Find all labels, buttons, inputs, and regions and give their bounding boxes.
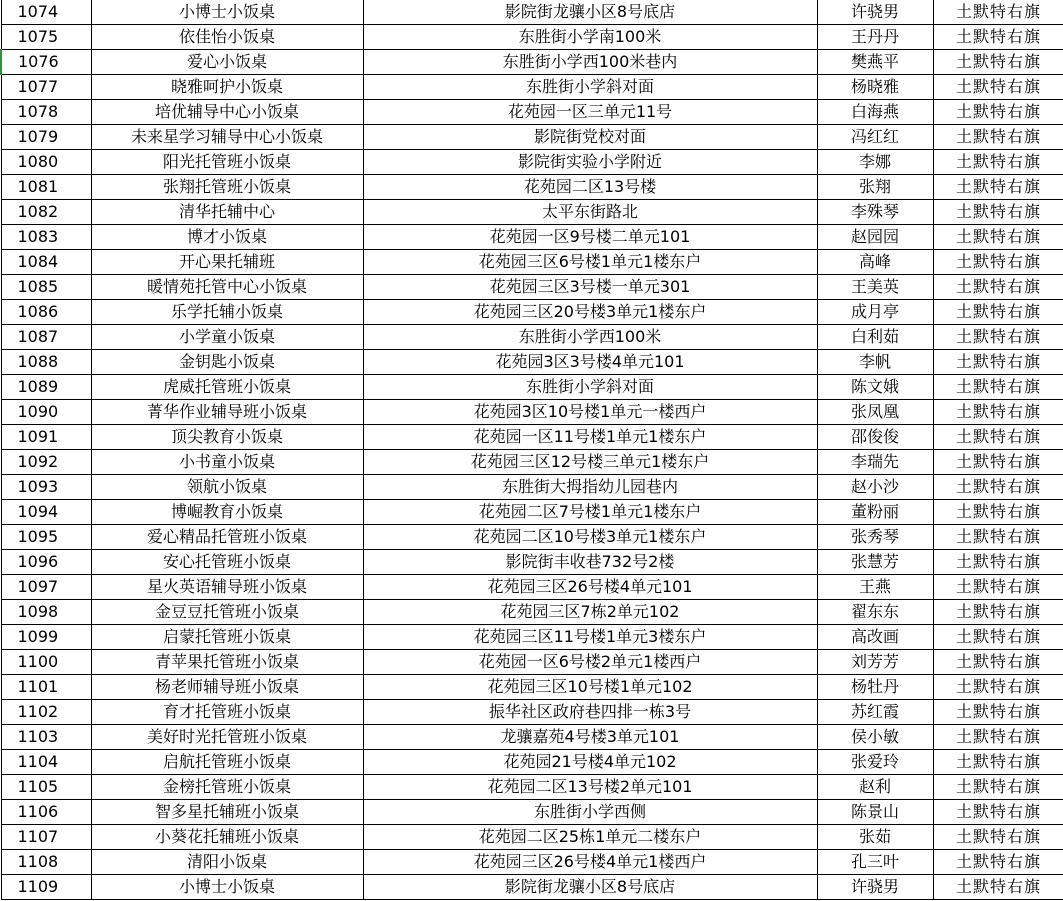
table-row: [1, 300, 1063, 325]
name-cell[interactable]: 美好时光托管班小饭桌: [91, 725, 363, 750]
region-cell[interactable]: 土默特右旗: [933, 825, 1063, 850]
name-cell[interactable]: 青苹果托管班小饭桌: [91, 650, 363, 675]
region-cell[interactable]: 土默特右旗: [933, 875, 1063, 900]
person-cell[interactable]: 白利茹: [817, 325, 933, 350]
row-number-cell[interactable]: 1106: [1, 800, 91, 825]
person-cell[interactable]: 张凤凰: [817, 400, 933, 425]
row-number-cell[interactable]: 1081: [1, 175, 91, 200]
person-cell[interactable]: 樊燕平: [817, 50, 933, 75]
table-body: [1, 0, 1063, 900]
row-number-cell[interactable]: 1105: [1, 775, 91, 800]
table-row: [1, 875, 1063, 900]
name-cell[interactable]: 阳光托管班小饭桌: [91, 150, 363, 175]
address-cell[interactable]: 花苑园三区26号楼4单元101: [363, 575, 817, 600]
person-cell[interactable]: 李殊琴: [817, 200, 933, 225]
address-cell[interactable]: 花苑园三区20号楼3单元1楼东户: [363, 300, 817, 325]
table-row: [1, 700, 1063, 725]
table-row: [1, 125, 1063, 150]
address-cell[interactable]: 花苑园21号楼4单元102: [363, 750, 817, 775]
region-cell[interactable]: 土默特右旗: [933, 625, 1063, 650]
address-cell[interactable]: 花苑园3区3号楼4单元101: [363, 350, 817, 375]
row-number-cell[interactable]: 1096: [1, 550, 91, 575]
address-cell[interactable]: 影院街党校对面: [363, 125, 817, 150]
row-number-cell[interactable]: 1102: [1, 700, 91, 725]
table-row: [1, 800, 1063, 825]
table-row: [1, 500, 1063, 525]
table-row: [1, 400, 1063, 425]
table-row: [1, 725, 1063, 750]
address-cell[interactable]: 花苑园一区6号楼2单元1楼西户: [363, 650, 817, 675]
address-cell[interactable]: 东胜街小学西100米: [363, 325, 817, 350]
name-cell[interactable]: 金豆豆托管班小饭桌: [91, 600, 363, 625]
row-number-cell[interactable]: 1087: [1, 325, 91, 350]
name-cell[interactable]: 培优辅导中心小饭桌: [91, 100, 363, 125]
table-row: [1, 775, 1063, 800]
region-cell[interactable]: 土默特右旗: [933, 500, 1063, 525]
row-number-cell[interactable]: 1108: [1, 850, 91, 875]
person-cell[interactable]: 侯小敏: [817, 725, 933, 750]
person-cell[interactable]: 许骁男: [817, 0, 933, 25]
person-cell[interactable]: 王丹丹: [817, 25, 933, 50]
person-cell[interactable]: 高改画: [817, 625, 933, 650]
region-cell[interactable]: 土默特右旗: [933, 125, 1063, 150]
address-cell[interactable]: 龙骧嘉苑4号楼3单元101: [363, 725, 817, 750]
name-cell[interactable]: 爱心精品托管班小饭桌: [91, 525, 363, 550]
name-cell[interactable]: 博才小饭桌: [91, 225, 363, 250]
name-cell[interactable]: 领航小饭桌: [91, 475, 363, 500]
region-cell[interactable]: 土默特右旗: [933, 675, 1063, 700]
person-cell[interactable]: 成月亭: [817, 300, 933, 325]
table-row: [1, 250, 1063, 275]
row-number-cell[interactable]: 1101: [1, 675, 91, 700]
region-cell[interactable]: 土默特右旗: [933, 550, 1063, 575]
region-cell[interactable]: 土默特右旗: [933, 300, 1063, 325]
name-cell[interactable]: 启航托管班小饭桌: [91, 750, 363, 775]
row-number-cell[interactable]: 1099: [1, 625, 91, 650]
table-row: [1, 75, 1063, 100]
name-cell[interactable]: 未来星学习辅导中心小饭桌: [91, 125, 363, 150]
region-cell[interactable]: 土默特右旗: [933, 250, 1063, 275]
row-number-cell[interactable]: 1074: [1, 0, 91, 25]
address-cell[interactable]: 花苑园三区11号楼1单元3楼东户: [363, 625, 817, 650]
person-cell[interactable]: 张爱玲: [817, 750, 933, 775]
row-number-cell[interactable]: 1082: [1, 200, 91, 225]
row-number-cell[interactable]: 1089: [1, 375, 91, 400]
name-cell[interactable]: 金钥匙小饭桌: [91, 350, 363, 375]
person-cell[interactable]: 李帆: [817, 350, 933, 375]
address-cell[interactable]: 东胜街小学西侧: [363, 800, 817, 825]
name-cell[interactable]: 安心托管班小饭桌: [91, 550, 363, 575]
region-cell[interactable]: 土默特右旗: [933, 275, 1063, 300]
region-cell[interactable]: 土默特右旗: [933, 475, 1063, 500]
region-cell[interactable]: 土默特右旗: [933, 175, 1063, 200]
region-cell[interactable]: 土默特右旗: [933, 150, 1063, 175]
row-number-cell[interactable]: 1090: [1, 400, 91, 425]
region-cell[interactable]: 土默特右旗: [933, 25, 1063, 50]
person-cell[interactable]: 张茹: [817, 825, 933, 850]
name-cell[interactable]: 乐学托辅小饭桌: [91, 300, 363, 325]
region-cell[interactable]: 土默特右旗: [933, 200, 1063, 225]
table-row: [1, 575, 1063, 600]
region-cell[interactable]: 土默特右旗: [933, 100, 1063, 125]
table-row: [1, 625, 1063, 650]
name-cell[interactable]: 爱心小饭桌: [91, 50, 363, 75]
name-cell[interactable]: 暖情苑托管中心小饭桌: [91, 275, 363, 300]
region-cell[interactable]: 土默特右旗: [933, 225, 1063, 250]
table-row: [1, 275, 1063, 300]
person-cell[interactable]: 张秀琴: [817, 525, 933, 550]
name-cell[interactable]: 杨老师辅导班小饭桌: [91, 675, 363, 700]
region-cell[interactable]: 土默特右旗: [933, 50, 1063, 75]
row-number-cell[interactable]: 1093: [1, 475, 91, 500]
person-cell[interactable]: 许骁男: [817, 875, 933, 900]
person-cell[interactable]: 王燕: [817, 575, 933, 600]
name-cell[interactable]: 菁华作业辅导班小饭桌: [91, 400, 363, 425]
name-cell[interactable]: 清华托辅中心: [91, 200, 363, 225]
person-cell[interactable]: 高峰: [817, 250, 933, 275]
name-cell[interactable]: 启蒙托管班小饭桌: [91, 625, 363, 650]
address-cell[interactable]: 花苑园三区26号楼4单元1楼西户: [363, 850, 817, 875]
table-row: [1, 100, 1063, 125]
table-row: [1, 850, 1063, 875]
row-number-cell[interactable]: 1098: [1, 600, 91, 625]
person-cell[interactable]: 翟东东: [817, 600, 933, 625]
person-cell[interactable]: 赵利: [817, 775, 933, 800]
region-cell[interactable]: 土默特右旗: [933, 750, 1063, 775]
row-number-cell[interactable]: 1077: [1, 75, 91, 100]
person-cell[interactable]: 赵园园: [817, 225, 933, 250]
region-cell[interactable]: 土默特右旗: [933, 400, 1063, 425]
region-cell[interactable]: 土默特右旗: [933, 775, 1063, 800]
region-cell[interactable]: 土默特右旗: [933, 325, 1063, 350]
name-cell[interactable]: 星火英语辅导班小饭桌: [91, 575, 363, 600]
person-cell[interactable]: 李瑞先: [817, 450, 933, 475]
address-cell[interactable]: 花苑园三区10号楼1单元102: [363, 675, 817, 700]
table-row: [1, 325, 1063, 350]
region-cell[interactable]: 土默特右旗: [933, 800, 1063, 825]
address-cell[interactable]: 花苑园一区11号楼1单元1楼东户: [363, 425, 817, 450]
table-row: [1, 550, 1063, 575]
address-cell[interactable]: 花苑园三区7栋2单元102: [363, 600, 817, 625]
address-cell[interactable]: 花苑园二区25栋1单元二楼东户: [363, 825, 817, 850]
name-cell[interactable]: 小博士小饭桌: [91, 0, 363, 25]
person-cell[interactable]: 赵小沙: [817, 475, 933, 500]
person-cell[interactable]: 陈文娥: [817, 375, 933, 400]
row-number-cell[interactable]: 1085: [1, 275, 91, 300]
person-cell[interactable]: 张慧芳: [817, 550, 933, 575]
address-cell[interactable]: 太平东街路北: [363, 200, 817, 225]
table-row: [1, 750, 1063, 775]
row-number-cell[interactable]: 1086: [1, 300, 91, 325]
table-row: [1, 150, 1063, 175]
row-number-cell[interactable]: 1095: [1, 525, 91, 550]
person-cell[interactable]: 陈景山: [817, 800, 933, 825]
region-cell[interactable]: 土默特右旗: [933, 700, 1063, 725]
region-cell[interactable]: 土默特右旗: [933, 525, 1063, 550]
address-cell[interactable]: 东胜街大拇指幼儿园巷内: [363, 475, 817, 500]
name-cell[interactable]: 虎威托管班小饭桌: [91, 375, 363, 400]
row-number-cell[interactable]: 1079: [1, 125, 91, 150]
region-cell[interactable]: 土默特右旗: [933, 375, 1063, 400]
address-cell[interactable]: 花苑园一区9号楼二单元101: [363, 225, 817, 250]
table-row: [1, 675, 1063, 700]
table-row: [1, 50, 1063, 75]
row-number-cell[interactable]: 1092: [1, 450, 91, 475]
row-number-cell[interactable]: 1075: [1, 25, 91, 50]
name-cell[interactable]: 顶尖教育小饭桌: [91, 425, 363, 450]
region-cell[interactable]: 土默特右旗: [933, 450, 1063, 475]
row-number-cell[interactable]: 1100: [1, 650, 91, 675]
name-cell[interactable]: 晓雅呵护小饭桌: [91, 75, 363, 100]
table-row: [1, 600, 1063, 625]
address-cell[interactable]: 影院街丰收巷732号2楼: [363, 550, 817, 575]
name-cell[interactable]: 清阳小饭桌: [91, 850, 363, 875]
region-cell[interactable]: 土默特右旗: [933, 575, 1063, 600]
row-number-cell[interactable]: 1091: [1, 425, 91, 450]
address-cell[interactable]: 影院街龙骧小区8号底店: [363, 0, 817, 25]
table-row: [1, 200, 1063, 225]
row-number-cell[interactable]: 1097: [1, 575, 91, 600]
table-row: [1, 175, 1063, 200]
person-cell[interactable]: 白海燕: [817, 100, 933, 125]
name-cell[interactable]: 开心果托辅班: [91, 250, 363, 275]
table-row: [1, 425, 1063, 450]
name-cell[interactable]: 金榜托管班小饭桌: [91, 775, 363, 800]
address-cell[interactable]: 花苑园一区三单元11号: [363, 100, 817, 125]
name-cell[interactable]: 博崛教育小饭桌: [91, 500, 363, 525]
row-number-cell[interactable]: 1107: [1, 825, 91, 850]
address-cell[interactable]: 花苑园二区13号楼: [363, 175, 817, 200]
region-cell[interactable]: 土默特右旗: [933, 0, 1063, 25]
row-number-cell[interactable]: 1104: [1, 750, 91, 775]
address-cell[interactable]: 振华社区政府巷四排一栋3号: [363, 700, 817, 725]
row-number-cell[interactable]: 1109: [1, 875, 91, 900]
address-cell[interactable]: 东胜街小学西100米巷内: [363, 50, 817, 75]
address-cell[interactable]: 花苑园二区7号楼1单元1楼东户: [363, 500, 817, 525]
row-number-cell[interactable]: 1083: [1, 225, 91, 250]
name-cell[interactable]: 小葵花托辅班小饭桌: [91, 825, 363, 850]
address-cell[interactable]: 花苑园三区6号楼1单元1楼东户: [363, 250, 817, 275]
row-number-cell[interactable]: 1103: [1, 725, 91, 750]
row-number-cell[interactable]: 1076: [1, 50, 91, 75]
person-cell[interactable]: 李娜: [817, 150, 933, 175]
region-cell[interactable]: 土默特右旗: [933, 350, 1063, 375]
region-cell[interactable]: 土默特右旗: [933, 425, 1063, 450]
address-cell[interactable]: 东胜街小学南100米: [363, 25, 817, 50]
name-cell[interactable]: 小博士小饭桌: [91, 875, 363, 900]
row-number-cell[interactable]: 1084: [1, 250, 91, 275]
person-cell[interactable]: 杨晓雅: [817, 75, 933, 100]
address-cell[interactable]: 花苑园二区10号楼3单元1楼东户: [363, 525, 817, 550]
address-cell[interactable]: 花苑园3区10号楼1单元一楼西户: [363, 400, 817, 425]
address-cell[interactable]: 花苑园二区13号楼2单元101: [363, 775, 817, 800]
name-cell[interactable]: 智多星托辅班小饭桌: [91, 800, 363, 825]
name-cell[interactable]: 依佳怡小饭桌: [91, 25, 363, 50]
person-cell[interactable]: 冯红红: [817, 125, 933, 150]
row-number-cell[interactable]: 1080: [1, 150, 91, 175]
region-cell[interactable]: 土默特右旗: [933, 600, 1063, 625]
address-cell[interactable]: 花苑园三区3号楼一单元301: [363, 275, 817, 300]
table-row: [1, 475, 1063, 500]
name-cell[interactable]: 小学童小饭桌: [91, 325, 363, 350]
person-cell[interactable]: 邵俊俊: [817, 425, 933, 450]
table-row: [1, 650, 1063, 675]
row-number-cell[interactable]: 1088: [1, 350, 91, 375]
address-cell[interactable]: 影院街实验小学附近: [363, 150, 817, 175]
table-row: [1, 225, 1063, 250]
address-cell[interactable]: 东胜街小学斜对面: [363, 75, 817, 100]
person-cell[interactable]: 董粉丽: [817, 500, 933, 525]
person-cell[interactable]: 杨牡丹: [817, 675, 933, 700]
name-cell[interactable]: 小书童小饭桌: [91, 450, 363, 475]
table-row: [1, 825, 1063, 850]
person-cell[interactable]: 孔三叶: [817, 850, 933, 875]
table-row: [1, 350, 1063, 375]
region-cell[interactable]: 土默特右旗: [933, 725, 1063, 750]
region-cell[interactable]: 土默特右旗: [933, 850, 1063, 875]
name-cell[interactable]: 张翔托管班小饭桌: [91, 175, 363, 200]
person-cell[interactable]: 王美英: [817, 275, 933, 300]
row-number-cell[interactable]: 1078: [1, 100, 91, 125]
table-row: [1, 375, 1063, 400]
table-row: [1, 25, 1063, 50]
row-number-cell[interactable]: 1094: [1, 500, 91, 525]
address-cell[interactable]: 影院街龙骧小区8号底店: [363, 875, 817, 900]
table-row: [1, 0, 1063, 25]
person-cell[interactable]: 张翔: [817, 175, 933, 200]
name-cell[interactable]: 育才托管班小饭桌: [91, 700, 363, 725]
region-cell[interactable]: 土默特右旗: [933, 650, 1063, 675]
address-cell[interactable]: 花苑园三区12号楼三单元1楼东户: [363, 450, 817, 475]
table-row: [1, 450, 1063, 475]
person-cell[interactable]: 刘芳芳: [817, 650, 933, 675]
person-cell[interactable]: 苏红霞: [817, 700, 933, 725]
table-row: [1, 525, 1063, 550]
region-cell[interactable]: 土默特右旗: [933, 75, 1063, 100]
address-cell[interactable]: 东胜街小学斜对面: [363, 375, 817, 400]
